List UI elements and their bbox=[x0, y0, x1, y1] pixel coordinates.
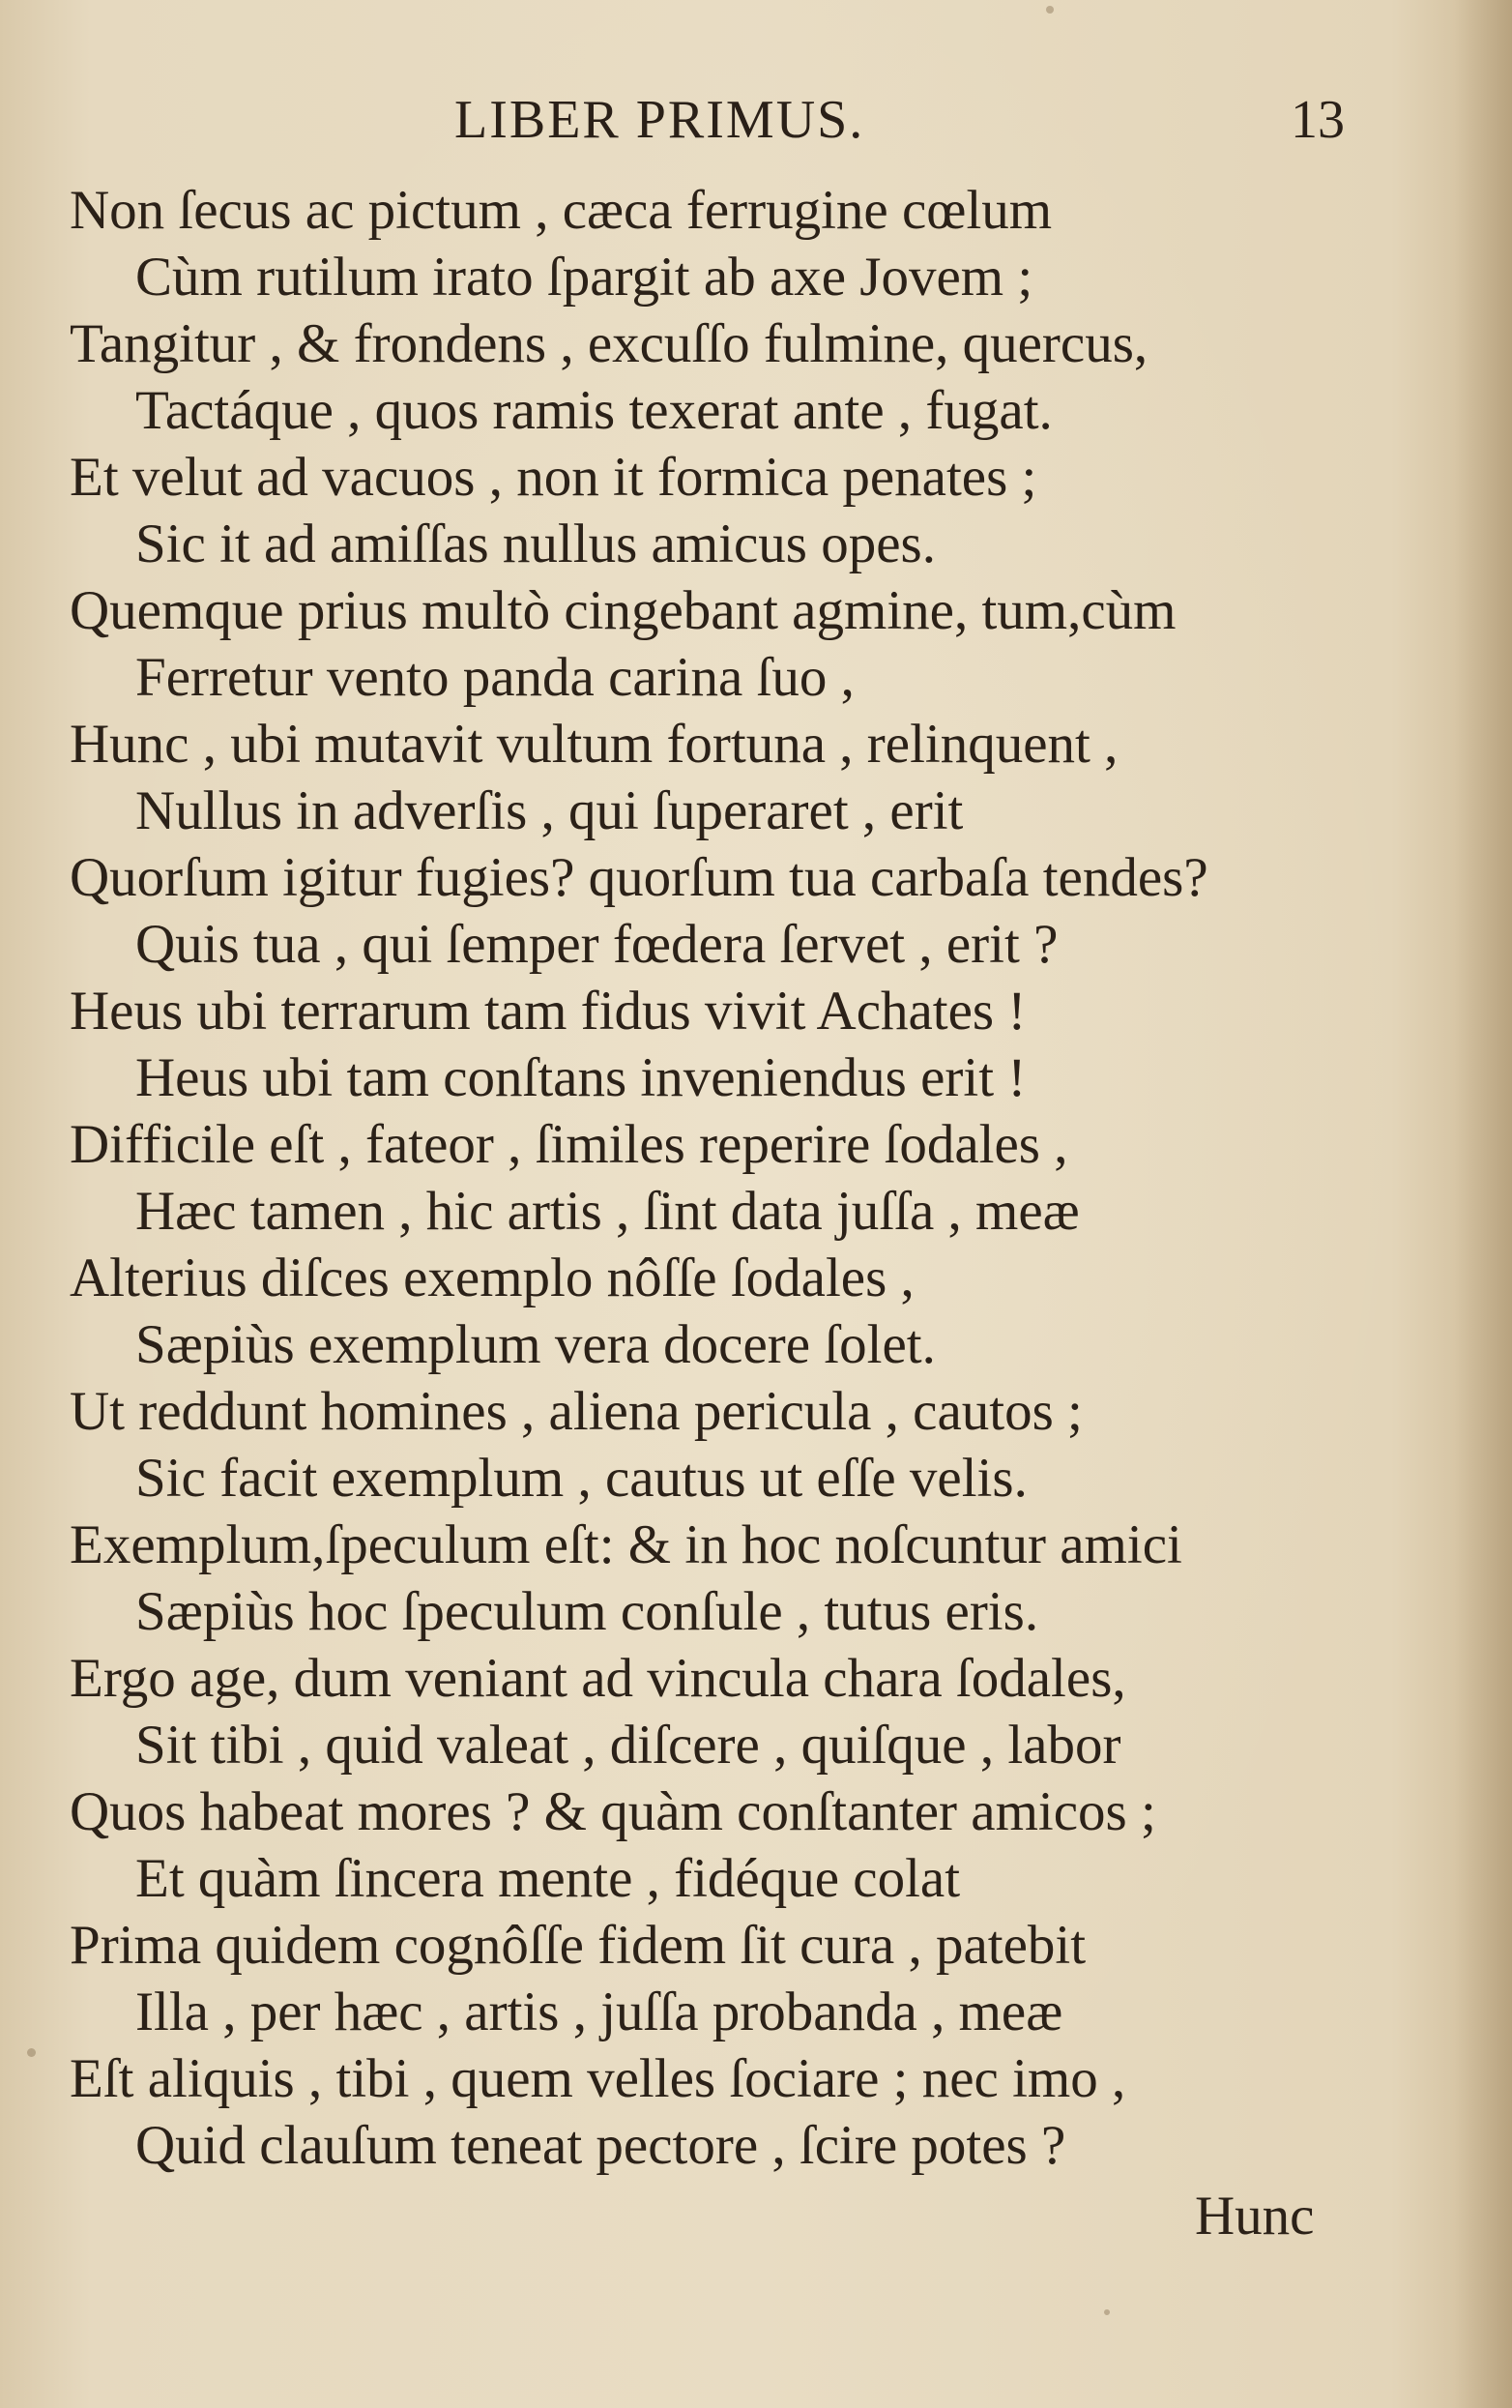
verse-line: Hunc , ubi mutavit vultum fortuna , relinquent , bbox=[70, 714, 1119, 775]
verse-line: Prima quidem cognôſſe fidem ſit cura , patebit bbox=[70, 1915, 1087, 1976]
verse-line: Ferretur vento panda carina ſuo , bbox=[135, 647, 855, 708]
verse-line: Quid clauſum teneat pectore , ſcire potes ? bbox=[135, 2115, 1066, 2176]
running-title: LIBER PRIMUS. bbox=[454, 90, 865, 150]
catchword: Hunc bbox=[1195, 2186, 1315, 2246]
verse-line: Et velut ad vacuos , non it formica penates ; bbox=[70, 447, 1037, 508]
verse-line: Sic facit exemplum , cautus ut eſſe velis. bbox=[135, 1448, 1028, 1509]
verse-line: Et quàm ſincera mente , fidéque colat bbox=[135, 1848, 961, 1909]
verse-line: Quos habeat mores ? & quàm conſtanter amicos ; bbox=[70, 1781, 1156, 1842]
page-edge-shadow bbox=[1454, 0, 1512, 2408]
paper-spot bbox=[27, 2048, 36, 2057]
verse-line: Sæpiùs hoc ſpeculum conſule , tutus eris. bbox=[135, 1581, 1039, 1642]
verse-line: Heus ubi terrarum tam fidus vivit Achates ! bbox=[70, 981, 1027, 1042]
verse-line: Heus ubi tam conſtans inveniendus erit ! bbox=[135, 1047, 1027, 1108]
verse-line: Tangitur , & frondens , excuſſo fulmine, quercus, bbox=[70, 313, 1149, 374]
paper-spot bbox=[1046, 6, 1054, 14]
verse-line: Eſt aliquis , tibi , quem velles ſociare ; nec imo , bbox=[70, 2048, 1126, 2109]
verse-line: Tactáque , quos ramis texerat ante , fugat. bbox=[135, 380, 1053, 441]
verse-line: Difficile eſt , fateor , ſimiles reperire ſodales , bbox=[70, 1114, 1068, 1175]
verse-line: Sic it ad amiſſas nullus amicus opes. bbox=[135, 514, 936, 574]
verse-line: Sit tibi , quid valeat , diſcere , quiſque , labor bbox=[135, 1715, 1121, 1776]
running-head bbox=[0, 89, 1512, 157]
verse-line: Illa , per hæc , artis , juſſa probanda , meæ bbox=[135, 1982, 1063, 2042]
verse-line: Nullus in adverſis , qui ſuperaret , erit bbox=[135, 780, 964, 841]
verse-line: Quorſum igitur fugies? quorſum tua carbaſa tendes? bbox=[70, 847, 1208, 908]
verse-line: Non ſecus ac pictum , cæca ferrugine cœlum bbox=[70, 180, 1053, 241]
paper-spot bbox=[1104, 2309, 1110, 2315]
verse-line: Cùm rutilum irato ſpargit ab axe Jovem ; bbox=[135, 247, 1033, 308]
verse-line: Quis tua , qui ſemper fœdera ſervet , erit ? bbox=[135, 914, 1059, 975]
verse-line: Sæpiùs exemplum vera docere ſolet. bbox=[135, 1314, 936, 1375]
verse-line: Hæc tamen , hic artis , ſint data juſſa , meæ bbox=[135, 1181, 1080, 1242]
verse-line: Alterius diſces exemplo nôſſe ſodales , bbox=[70, 1248, 915, 1308]
page-number: 13 bbox=[1291, 90, 1345, 150]
verse-line: Ut reddunt homines , aliena pericula , cautos ; bbox=[70, 1381, 1083, 1442]
verse-line: Ergo age, dum veniant ad vincula chara ſodales, bbox=[70, 1648, 1126, 1709]
verse-line: Quemque prius multò cingebant agmine, tum,cùm bbox=[70, 580, 1177, 641]
verse-line: Exemplum,ſpeculum eſt: & in hoc noſcuntur amici bbox=[70, 1514, 1182, 1575]
